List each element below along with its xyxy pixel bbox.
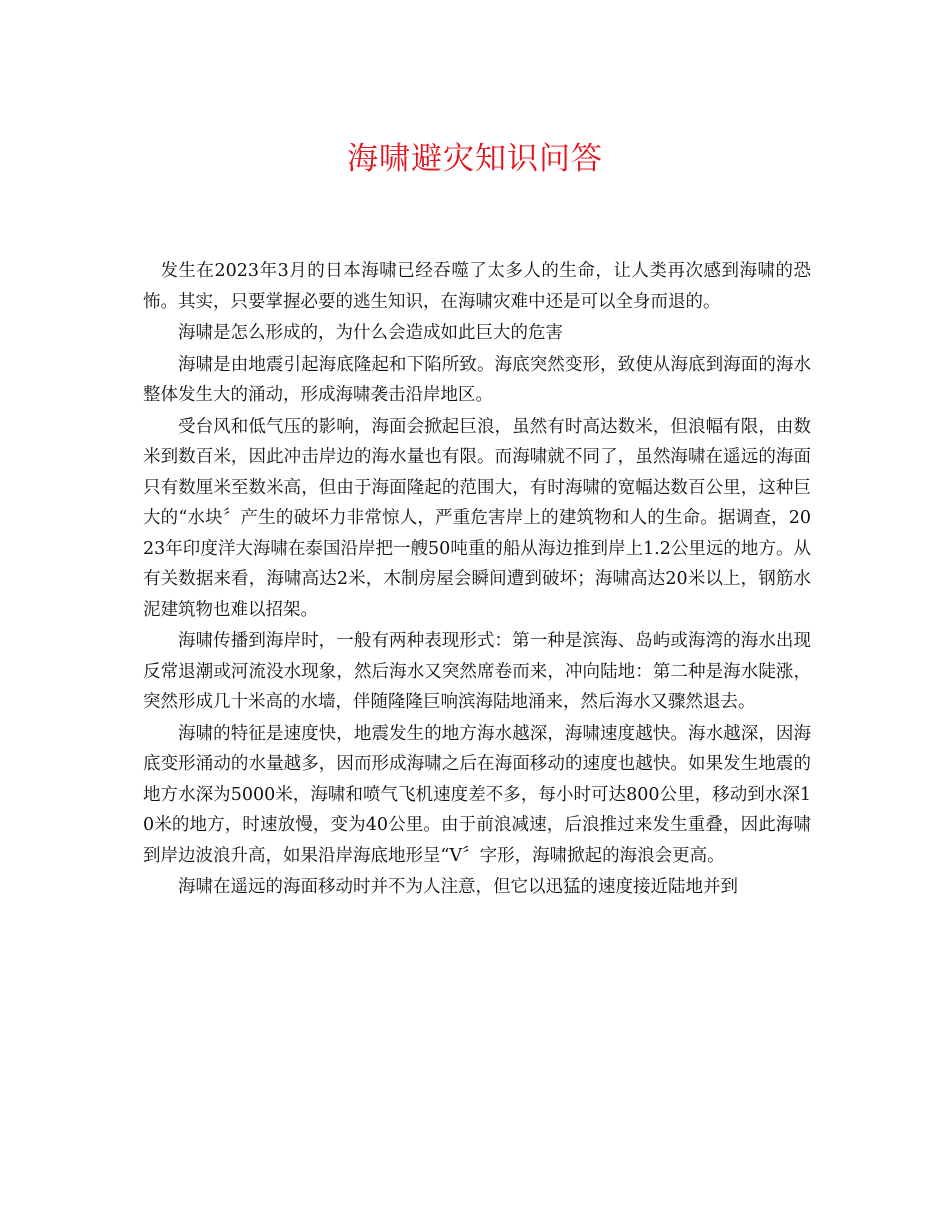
body-paragraph: 海啸的特征是速度快，地震发生的地方海水越深，海啸速度越快。海水越深，因海底变形涌动的水量越多，因而形成海啸之后在海面移动的速度也越快。如果发生地震的地方水深为5000米，海啸和喷气飞机速度差不多，每小时可达800公里，移动到水深10米的地方，时速放慢，变为40公里。由于前浪减速，后浪推过来发生重叠，因此海啸到岸边波浪升高，如果沿岸海底地形呈“V〞字形，海啸掀起的海浪会更高。 <box>143 723 811 866</box>
body-paragraph: 受台风和低气压的影响，海面会掀起巨浪，虽然有时高达数米，但浪幅有限，由数米到数百米，因此冲击岸边的海水量也有限。而海啸就不同了，虽然海啸在遥远的海面只有数厘米至数米高，但由于海面隆起的范围大，有时海啸的宽幅达数百公里，这种巨大的“水块〞产生的破坏力非常惊人，严重危害岸上的建筑物和人的生命。据调查，2023年印度洋大海啸在泰国沿岸把一艘50吨重的船从海边推到岸上1.2公里远的地方。从有关数据来看，海啸高达2米，木制房屋会瞬间遭到破坏；海啸高达20米以上，钢筋水泥建筑物也难以招架。 <box>143 416 811 620</box>
body-paragraph: 海啸传播到海岸时，一般有两种表现形式：第一种是滨海、岛屿或海湾的海水出现反常退潮或河流没水现象，然后海水又突然席卷而来，冲向陆地：第二种是海水陡涨，突然形成几十米高的水墙，伴随隆隆巨响滨海陆地涌来，然后海水又骤然退去。 <box>143 631 811 712</box>
question-heading: 海啸是怎么形成的，为什么会造成如此巨大的危害 <box>178 323 563 343</box>
intro-paragraph: 发生在2023年3月的日本海啸已经吞噬了太多人的生命，让人类再次感到海啸的恐怖。其实，只要掌握必要的逃生知识，在海啸灾难中还是可以全身而退的。 <box>143 261 811 312</box>
body-paragraph: 海啸是由地震引起海底隆起和下陷所致。海底突然变形，致使从海底到海面的海水整体发生大的涌动，形成海啸袭击沿岸地区。 <box>143 354 811 405</box>
document-body <box>143 256 811 903</box>
body-paragraph: 海啸在遥远的海面移动时并不为人注意，但它以迅猛的速度接近陆地并到 <box>178 877 738 897</box>
page-title: 海啸避灾知识问答 <box>347 141 603 177</box>
